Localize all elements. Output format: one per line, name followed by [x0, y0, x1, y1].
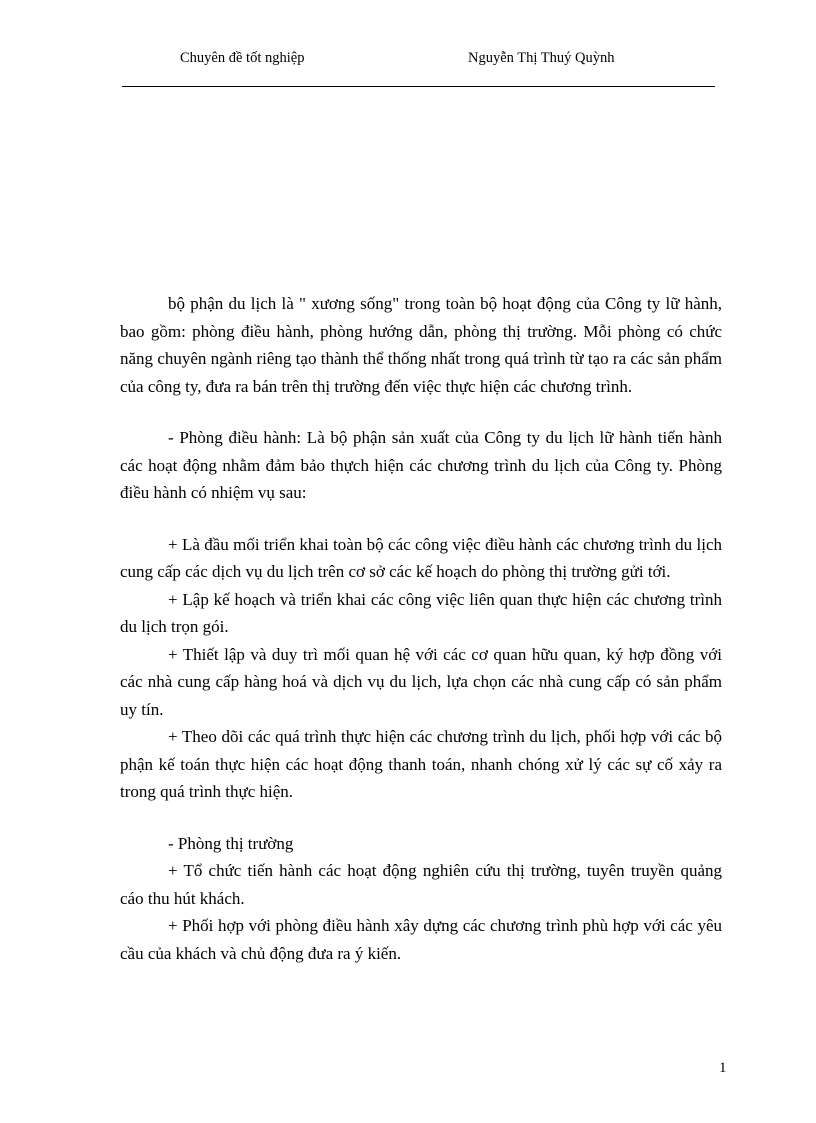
paragraph-operations-duty-4: + Theo dõi các quá trình thực hiện các chương trình du lịch, phối hợp với các bộ phận kế toán thực hiện các hoạt động thanh toán, nhanh chóng xử lý các sự cố xảy ra trong quá trình thực hiện.: [120, 727, 722, 801]
page-header: [0, 50, 816, 70]
paragraph-intro: bộ phận du lịch là " xương sống" trong toàn bộ hoạt động của Công ty lữ hành, bao gồm: phòng điều hành, phòng hướng dẫn, phòng thị trường. Mỗi phòng có chức năng chuyên ngành riêng tạo thành thể thống nhất trong quá trình từ tạo ra các sản phẩm của công ty, đưa ra bán trên thị trường đến việc thực hiện các chương trình.: [120, 294, 722, 396]
header-document-type: Chuyên đề tốt nghiệp: [180, 50, 305, 66]
paragraph-operations-duty-3: + Thiết lập và duy trì mối quan hệ với các cơ quan hữu quan, ký hợp đồng với các nhà cung cấp hàng hoá và dịch vụ du lịch, lựa chọn các nhà cung cấp có sản phẩm uy tín.: [120, 644, 722, 719]
header-author-name: Nguyễn Thị Thuý Quỳnh: [468, 50, 615, 66]
page-number: 1: [719, 1060, 727, 1076]
paragraph-operations-department: - Phòng điều hành: Là bộ phận sản xuất của Công ty du lịch lữ hành tiến hành các hoạt động nhằm đảm bảo thựch hiện các chương trình du lịch của Công ty. Phòng điều hành có nhiệm vụ sau:: [120, 428, 722, 502]
paragraph-market-duty-2: + Phối hợp với phòng điều hành xây dựng các chương trình phù hợp với các yêu cầu của khách và chủ động đưa ra ý kiến.: [120, 916, 722, 963]
paragraph-operations-duty-1: + Là đầu mối triển khai toàn bộ các công việc điều hành các chương trình du lịch cung cấp các dịch vụ du lịch trên cơ sở các kế hoạch do phòng thị trường gửi tới.: [120, 534, 722, 581]
document-body: [120, 290, 722, 967]
paragraph-market-duty-1: + Tổ chức tiến hành các hoạt động nghiên cứu thị trường, tuyên truyền quảng cáo thu hút khách.: [120, 861, 722, 908]
paragraph-operations-duty-2: + Lập kế hoạch và triển khai các công việc liên quan thực hiện các chương trình du lịch trọn gói.: [120, 589, 722, 636]
paragraph-market-department: - Phòng thị trường: [168, 833, 294, 853]
header-divider: [122, 86, 715, 87]
